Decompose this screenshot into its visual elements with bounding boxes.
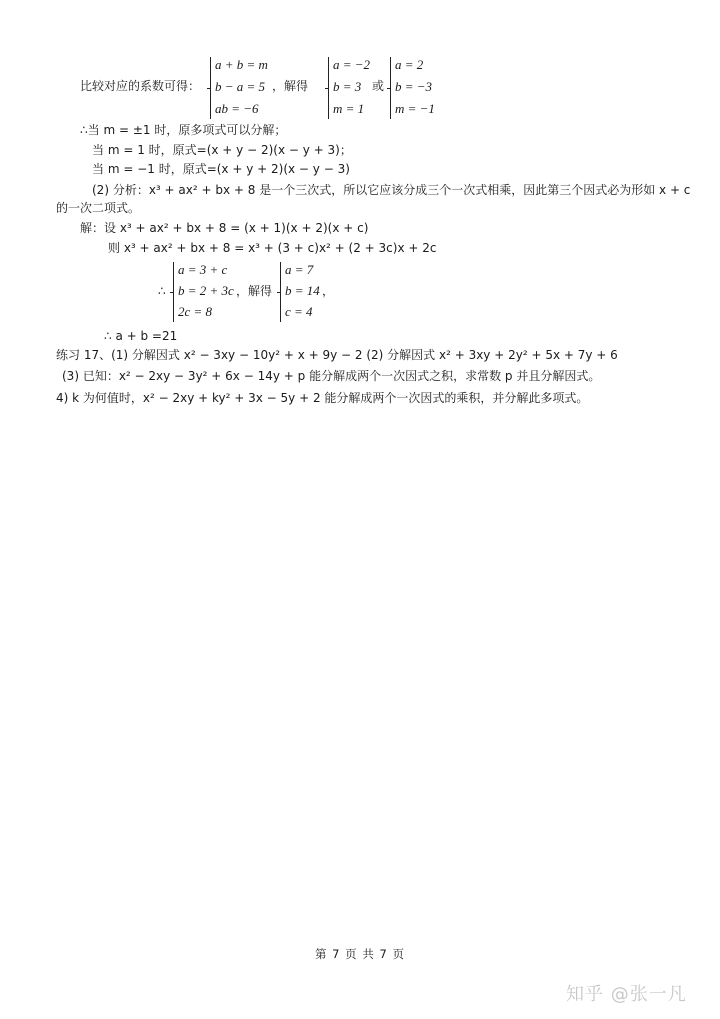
sys5-row-2: b = 14 <box>285 283 320 298</box>
conclusion-line: ∴当 m = ±1 时，原多项式可以分解； <box>80 123 287 137</box>
equation-system-3 <box>390 57 435 119</box>
sys1-row-1: a + b = m <box>215 57 268 72</box>
equation-system-1 <box>210 57 268 119</box>
solve-label-1: ，解得 <box>272 79 309 93</box>
answer-line: ∴ a + b =21 <box>104 329 178 343</box>
solve-label-2: ，解得 <box>236 284 273 298</box>
page-footer: 第 7 页 共 7 页 <box>315 947 405 961</box>
sys3-row-2: b = −3 <box>395 79 433 94</box>
sys2-row-2: b = 3 <box>333 79 362 94</box>
sys4-row-3: 2c = 8 <box>178 304 213 319</box>
equation-system-4 <box>173 262 234 322</box>
sys1-row-3: ab = −6 <box>215 101 259 116</box>
exercise-17-line: 练习 17、(1) 分解因式 x² − 3xy − 10y² + x + 9y − 2 (2) 分解因式 x² + 3xy + 2y² + 5x + 7y + 6 <box>56 348 618 362</box>
therefore-symbol: ∴ <box>158 284 166 298</box>
sys5-row-3: c = 4 <box>285 304 313 319</box>
sys3-row-3: m = −1 <box>395 101 435 116</box>
comma-end: ， <box>322 284 335 298</box>
exercise-part-3-line: (3) 已知：x² − 2xy − 3y² + 6x − 14y + p 能分解成两个一次因式之积，求常数 p 并且分解因式。 <box>62 369 601 383</box>
sys3-row-1: a = 2 <box>395 57 424 72</box>
case-m-1-line: 当 m = 1 时，原式=(x + y − 2)(x − y + 3)； <box>92 143 352 157</box>
sys1-row-2: b − a = 5 <box>215 79 266 94</box>
or-label: 或 <box>372 79 385 93</box>
solution-setup-line: 解：设 x³ + ax² + bx + 8 = (x + 1)(x + 2)(x + c) <box>80 221 369 235</box>
analysis-line-cont: 的一次二项式。 <box>56 201 141 215</box>
analysis-line: (2) 分析：x³ + ax² + bx + 8 是一个三次式，所以它应该分成三个一次式相乘，因此第三个因式必为形如 x + c <box>92 183 691 197</box>
coef-compare-label: 比较对应的系数可得： <box>80 79 201 93</box>
exercise-part-4-line: 4) k 为何值时，x² − 2xy + ky² + 3x − 5y + 2 能分解成两个一次因式的乘积，并分解此多项式。 <box>56 391 589 405</box>
expansion-line: 则 x³ + ax² + bx + 8 = x³ + (3 + c)x² + (2 + 3c)x + 2c <box>108 241 437 255</box>
sys4-row-2: b = 2 + 3c <box>178 283 234 298</box>
sys2-row-3: m = 1 <box>333 101 365 116</box>
sys5-row-1: a = 7 <box>285 262 314 277</box>
case-m-minus-1-line: 当 m = −1 时，原式=(x + y + 2)(x − y − 3) <box>92 162 350 176</box>
watermark: 知乎 @张一凡 <box>566 984 687 1005</box>
equation-system-2 <box>328 57 371 119</box>
equation-system-5 <box>280 262 320 322</box>
sys2-row-1: a = −2 <box>333 57 371 72</box>
sys4-row-1: a = 3 + c <box>178 262 228 277</box>
